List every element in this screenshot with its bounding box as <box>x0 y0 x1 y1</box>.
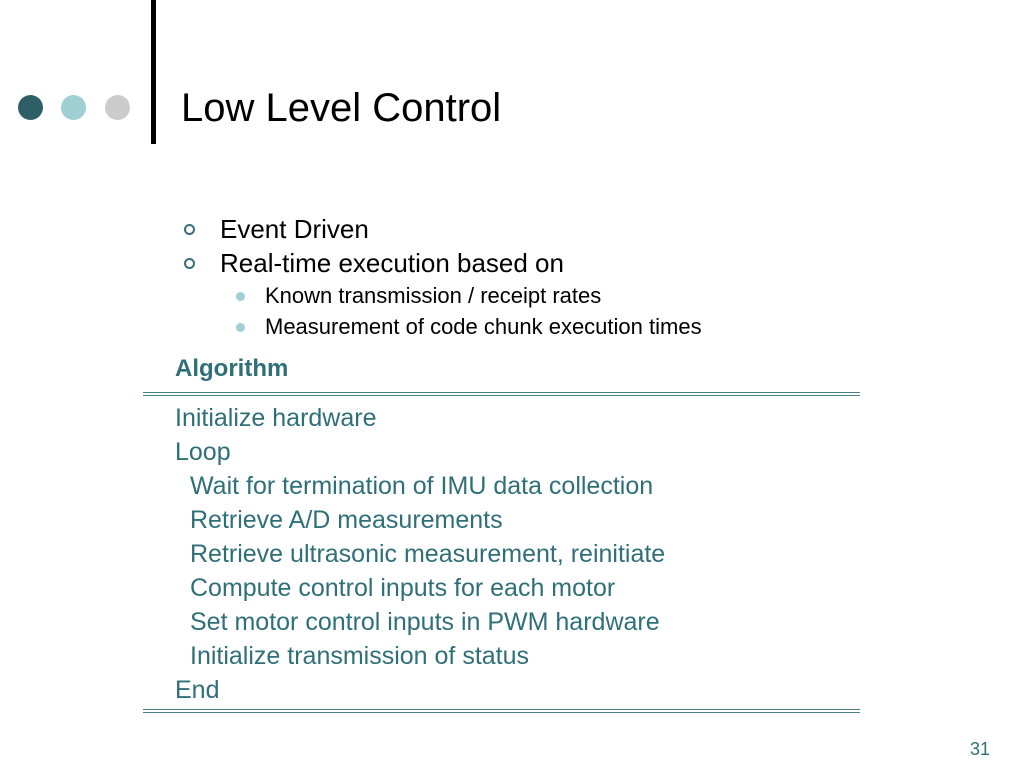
sub-bullet-list <box>220 280 702 342</box>
algorithm-step: Initialize transmission of status <box>190 642 530 670</box>
algorithm-heading: Algorithm <box>175 355 289 382</box>
ring-bullet-icon <box>184 224 195 235</box>
sub-bullet-text: Known transmission / receipt rates <box>265 283 602 308</box>
sub-bullet-item <box>184 311 702 342</box>
decorative-dot-gray <box>105 95 130 120</box>
algorithm-top-rule <box>143 392 860 396</box>
decorative-dot-dark <box>18 95 43 120</box>
decorative-dot-light <box>61 95 86 120</box>
bullet-text: Event Driven <box>220 214 369 244</box>
algorithm-step: Initialize hardware <box>175 404 377 432</box>
algorithm-step: Compute control inputs for each motor <box>190 574 616 602</box>
algorithm-step: Retrieve A/D measurements <box>190 506 503 534</box>
ring-bullet-icon <box>184 258 195 269</box>
algorithm-step: End <box>175 676 220 704</box>
title-divider-bar <box>151 0 156 144</box>
bullet-item <box>184 212 702 246</box>
slide-title: Low Level Control <box>181 86 502 130</box>
sub-bullet-item <box>184 280 702 311</box>
algorithm-steps <box>175 401 665 707</box>
dot-bullet-icon <box>236 292 245 301</box>
algorithm-step: Retrieve ultrasonic measurement, reinitiate <box>190 540 666 568</box>
bullet-item <box>184 246 702 342</box>
algorithm-bottom-rule <box>143 709 860 713</box>
sub-bullet-text: Measurement of code chunk execution times <box>265 314 702 339</box>
bullet-text: Real-time execution based on <box>220 248 564 278</box>
algorithm-step: Wait for termination of IMU data collection <box>190 472 654 500</box>
algorithm-step: Set motor control inputs in PWM hardware <box>190 608 660 636</box>
dot-bullet-icon <box>236 323 245 332</box>
page-number: 31 <box>969 739 990 759</box>
bullet-list <box>184 212 702 342</box>
algorithm-step: Loop <box>175 438 231 466</box>
